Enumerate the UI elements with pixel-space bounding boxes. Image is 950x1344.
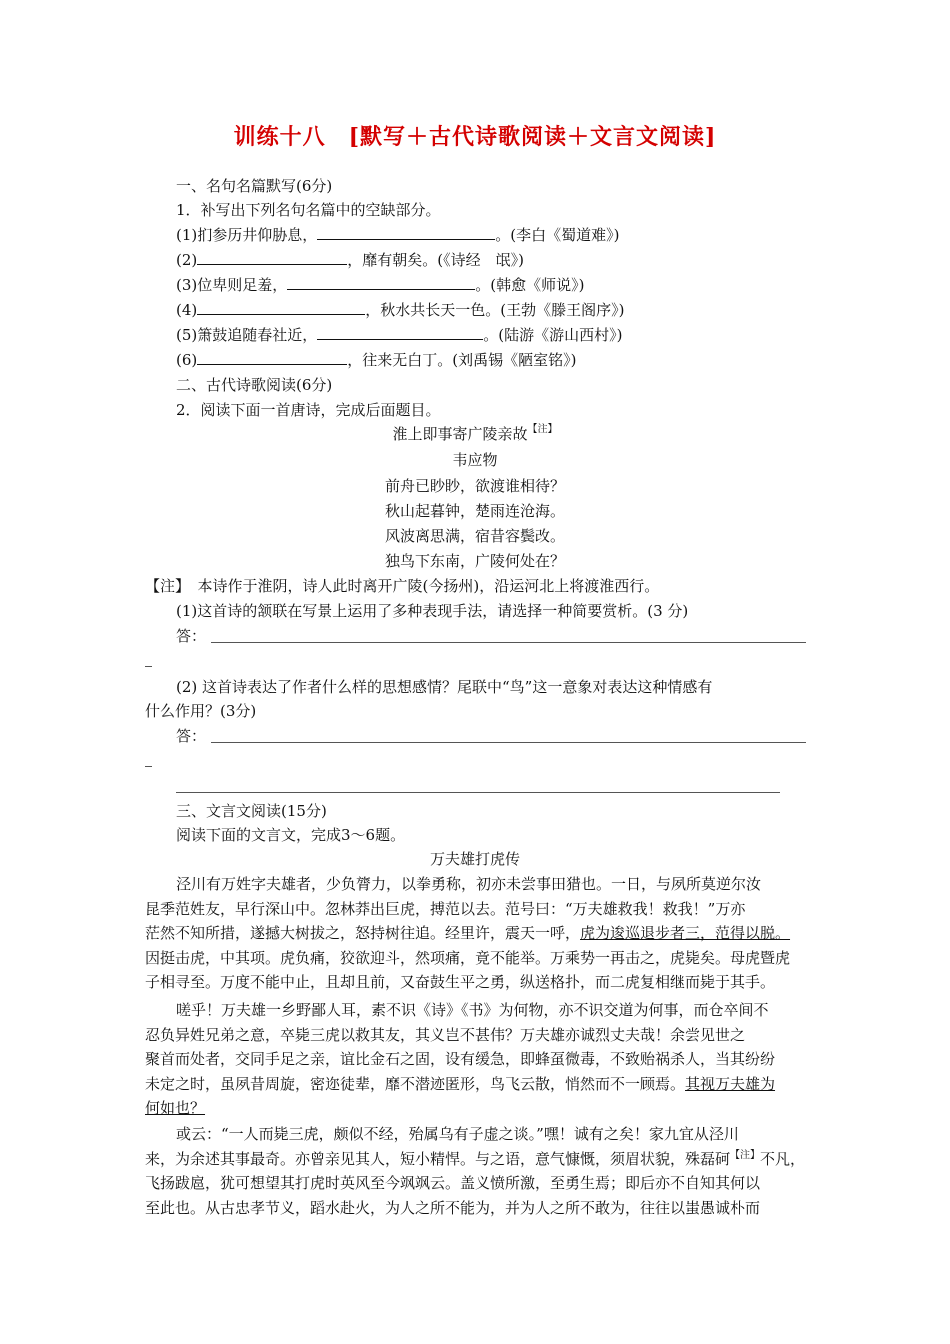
text-line: 飞扬跋扈，犹可想望其打虎时英风至今飒飒云。盖义愤所激，至勇生焉；即后亦不自知其何以 [145, 1174, 761, 1192]
paragraph-2 [145, 998, 810, 1121]
poem-line: 独鸟下东南，广陵何处在？ [384, 552, 565, 570]
answer-blank[interactable] [197, 248, 347, 265]
question-1-prompt: 1．补写出下列名句名篇中的空缺部分。 [176, 201, 441, 219]
text-line: 泾川有万姓字夫雄者，少负膂力，以拳勇称，初亦未尝事田猎也。一日，与夙所莫逆尔汝 [176, 875, 762, 893]
answer-blank[interactable] [287, 273, 475, 290]
poem-line: 秋山起暮钟，楚雨连沧海。 [384, 502, 565, 520]
sub-question-1: (1)这首诗的颔联在写景上运用了多种表现手法，请选择一种简要赏析。(3 分) [176, 602, 689, 620]
sub-question-2-line1: (2) 这首诗表达了作者什么样的思想感情？尾联中“鸟”这一意象对表达这种情感有 [176, 678, 713, 696]
note-mark: 【注】 [527, 424, 558, 435]
text-line: 因挺击虎，中其项。虎负痛，狡欲迎斗，然项痛，竟不能举。万乘势一再击之，虎毙矣。母虎暨虎 [145, 948, 791, 967]
fill-item-6: (6) ，往来无白丁。(刘禹锡《陋室铭》) [176, 348, 576, 372]
sub-question-2-line2: 什么作用？(3分) [145, 702, 257, 720]
text-line: 嗟乎！万夫雄一乡野鄙人耳，素不识《诗》《书》为何物，亦不识交道为何事，而仓卒间不 [176, 1001, 769, 1019]
answer-line[interactable] [211, 742, 806, 743]
text-line [145, 1096, 810, 1121]
answer-line[interactable] [176, 792, 780, 793]
underlined-sentence: 虎为逡巡退步者三，范得以脱。 [580, 924, 791, 942]
section2-heading: 二、古代诗歌阅读(6分) [176, 376, 333, 394]
page-title: 训练十八 [默写＋古代诗歌阅读＋文言文阅读] [233, 124, 717, 150]
answer-line[interactable] [211, 642, 806, 643]
section3-heading: 三、文言文阅读(15分) [176, 802, 327, 820]
poem-line: 前舟已眇眇，欲渡谁相待？ [384, 477, 565, 495]
paragraph-1 [145, 872, 810, 995]
poem-line: 风波离思满，宿昔容鬓改。 [384, 527, 565, 545]
text-line: 至此也。从古忠孝节义，蹈水赴火，为人之所不能为，并为人之所不敢为，往往以蚩愚诚朴而 [145, 1198, 761, 1217]
text-line: 未定之时，虽夙昔周旋，密迩徒辈，靡不潜迹匿形，鸟飞云散，悄然而不一顾焉。其视万夫雄为 [145, 1074, 776, 1093]
answer-blank[interactable] [317, 323, 483, 340]
text-title: 万夫雄打虎传 [429, 850, 520, 868]
paragraph-3 [145, 1122, 810, 1220]
answer-blank[interactable] [317, 223, 495, 240]
poem-note: 【注】 本诗作于淮阴，诗人此时离开广陵(今扬州)，沿运河北上将渡淮西行。 [145, 577, 660, 595]
continuation-dash [145, 666, 152, 667]
section1-heading: 一、名句名篇默写(6分) [176, 177, 333, 195]
underlined-sentence: 何如也？ [145, 1099, 206, 1117]
fill-item-3: (3)位卑则足羞， 。(韩愈《师说》) [176, 273, 584, 297]
text-line: 来，为余述其事最奇。亦曾亲见其人，短小精悍。与之语，意气慷慨，须眉状貌，殊磊砢$^{【注】}$不凡， [145, 1149, 806, 1168]
answer-label: 答： [176, 627, 207, 645]
continuation-dash [145, 766, 152, 767]
text-line: 或云：“一人而毙三虎，颇似不经，殆属乌有子虚之谈。”嘿！诚有之矣！家九宜从泾川 [176, 1125, 739, 1143]
text-line: 忍负异姓兄弟之意，卒毙三虎以救其友，其义岂不甚伟？万夫雄亦诚烈丈夫哉！余尝见世之 [145, 1025, 746, 1044]
text-line: 聚首而处者，交同手足之亲，谊比金石之固，设有缓急，即蜂虿微毒，不致贻祸杀人，当其纷纷 [145, 1050, 776, 1068]
fill-item-4: (4) ，秋水共长天一色。(王勃《滕王阁序》) [176, 298, 624, 322]
fill-item-5: (5)箫鼓追随春社近， 。(陆游《游山西村》) [176, 323, 622, 347]
fill-item-2: (2) ，靡有朝矣。(《诗经 氓》) [176, 248, 524, 272]
section3-intro: 阅读下面的文言文，完成3～6题。 [176, 826, 406, 844]
fill-item-1: (1)扪参历井仰胁息， 。(李白《蜀道难》) [176, 223, 619, 247]
text-line: 茫然不知所措，遂撼大树拔之，怒持树往追。经里许，震天一呼，虎为逡巡退步者三，范得以脱。 [145, 924, 791, 942]
text-line: 子相寻至。万度不能中止，且却且前，又奋鼓生平之勇，纵送格扑，而二虎复相继而毙于其手。 [145, 973, 776, 991]
poem-title: 淮上即事寄广陵亲故$^{【注】}$ [392, 424, 558, 443]
question-2-prompt: 2．阅读下面一首唐诗，完成后面题目。 [176, 401, 441, 419]
poem-author: 韦应物 [452, 451, 498, 469]
text-line: 昆季范姓友，早行深山中。忽林莽出巨虎，搏范以去。范号曰：“万夫雄救我！救我！”万亦 [145, 899, 746, 918]
note-mark: 【注】 [730, 1149, 761, 1161]
answer-blank[interactable] [197, 348, 347, 365]
answer-blank[interactable] [197, 298, 365, 315]
underlined-sentence: 其视万夫雄为 [685, 1074, 776, 1093]
answer-label: 答： [176, 727, 207, 745]
